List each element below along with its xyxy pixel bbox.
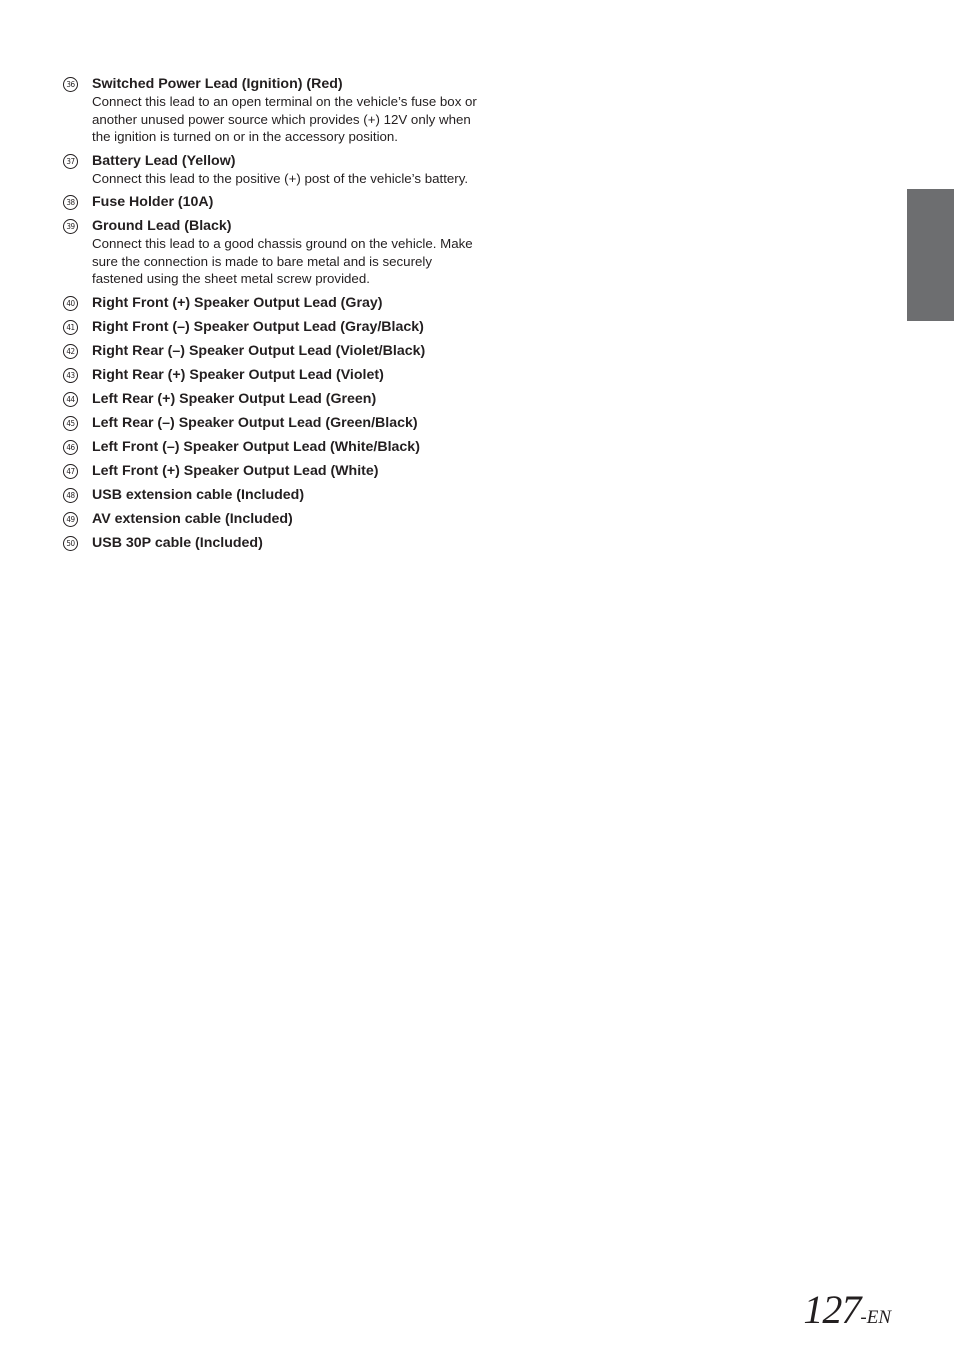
- item-title: Battery Lead (Yellow): [92, 152, 236, 169]
- item-number-badge: 44: [63, 392, 78, 407]
- item-title: Right Front (+) Speaker Output Lead (Gray): [92, 294, 383, 311]
- list-item: [63, 193, 483, 211]
- item-number-badge: 42: [63, 344, 78, 359]
- section-side-tab: [907, 189, 954, 321]
- item-number-badge: 46: [63, 440, 78, 455]
- item-title: USB 30P cable (Included): [92, 534, 263, 551]
- item-number-badge: 37: [63, 154, 78, 169]
- item-number-badge: 49: [63, 512, 78, 527]
- list-item: [63, 75, 483, 146]
- item-description: Connect this lead to the positive (+) post of the vehicle’s battery.: [92, 170, 469, 186]
- list-item: [63, 534, 483, 552]
- item-description: Connect this lead to an open terminal on the vehicle’s fuse box or another unused power source which provides (+) 12V only when the ignition is turned on or in the accessory position.: [92, 94, 477, 144]
- item-title: Right Rear (+) Speaker Output Lead (Violet): [92, 366, 384, 383]
- item-title: Left Rear (+) Speaker Output Lead (Green): [92, 390, 377, 407]
- item-title: Right Front (–) Speaker Output Lead (Gray/Black): [92, 318, 424, 335]
- list-item: [63, 438, 483, 456]
- item-number-badge: 40: [63, 296, 78, 311]
- list-item: [63, 152, 483, 188]
- item-number-badge: 43: [63, 368, 78, 383]
- list-item: [63, 342, 483, 360]
- list-item: [63, 390, 483, 408]
- item-title: Switched Power Lead (Ignition) (Red): [92, 76, 343, 92]
- item-description: Connect this lead to a good chassis ground on the vehicle. Make sure the connection is made to bare metal and is securely fastened using the sheet metal screw provided.: [92, 236, 473, 286]
- item-title: Ground Lead (Black): [92, 218, 232, 234]
- item-title: Left Front (+) Speaker Output Lead (White): [92, 462, 379, 479]
- item-number-badge: 45: [63, 416, 78, 431]
- item-number-badge: 50: [63, 536, 78, 551]
- item-title: Fuse Holder (10A): [92, 194, 214, 210]
- item-number-badge: 41: [63, 320, 78, 335]
- item-title: AV extension cable (Included): [92, 510, 293, 527]
- list-item: [63, 414, 483, 432]
- item-title: Right Rear (–) Speaker Output Lead (Violet/Black): [92, 342, 426, 359]
- list-item: [63, 486, 483, 504]
- list-item: [63, 294, 483, 312]
- page-language-suffix: -EN: [860, 1307, 891, 1328]
- item-title: Left Front (–) Speaker Output Lead (White/Black): [92, 438, 420, 455]
- item-number-badge: 39: [63, 219, 78, 234]
- item-title: Left Rear (–) Speaker Output Lead (Green/Black): [92, 414, 418, 431]
- list-item: [63, 462, 483, 480]
- item-number-badge: 38: [63, 195, 78, 210]
- list-item: [63, 318, 483, 336]
- item-number-badge: 48: [63, 488, 78, 503]
- item-title: USB extension cable (Included): [92, 486, 305, 503]
- lead-description-list: [63, 75, 483, 558]
- page-number: [803, 1286, 891, 1333]
- page-number-value: 127: [803, 1287, 861, 1332]
- item-number-badge: 36: [63, 77, 78, 92]
- list-item: [63, 366, 483, 384]
- list-item: [63, 217, 483, 288]
- item-number-badge: 47: [63, 464, 78, 479]
- list-item: [63, 510, 483, 528]
